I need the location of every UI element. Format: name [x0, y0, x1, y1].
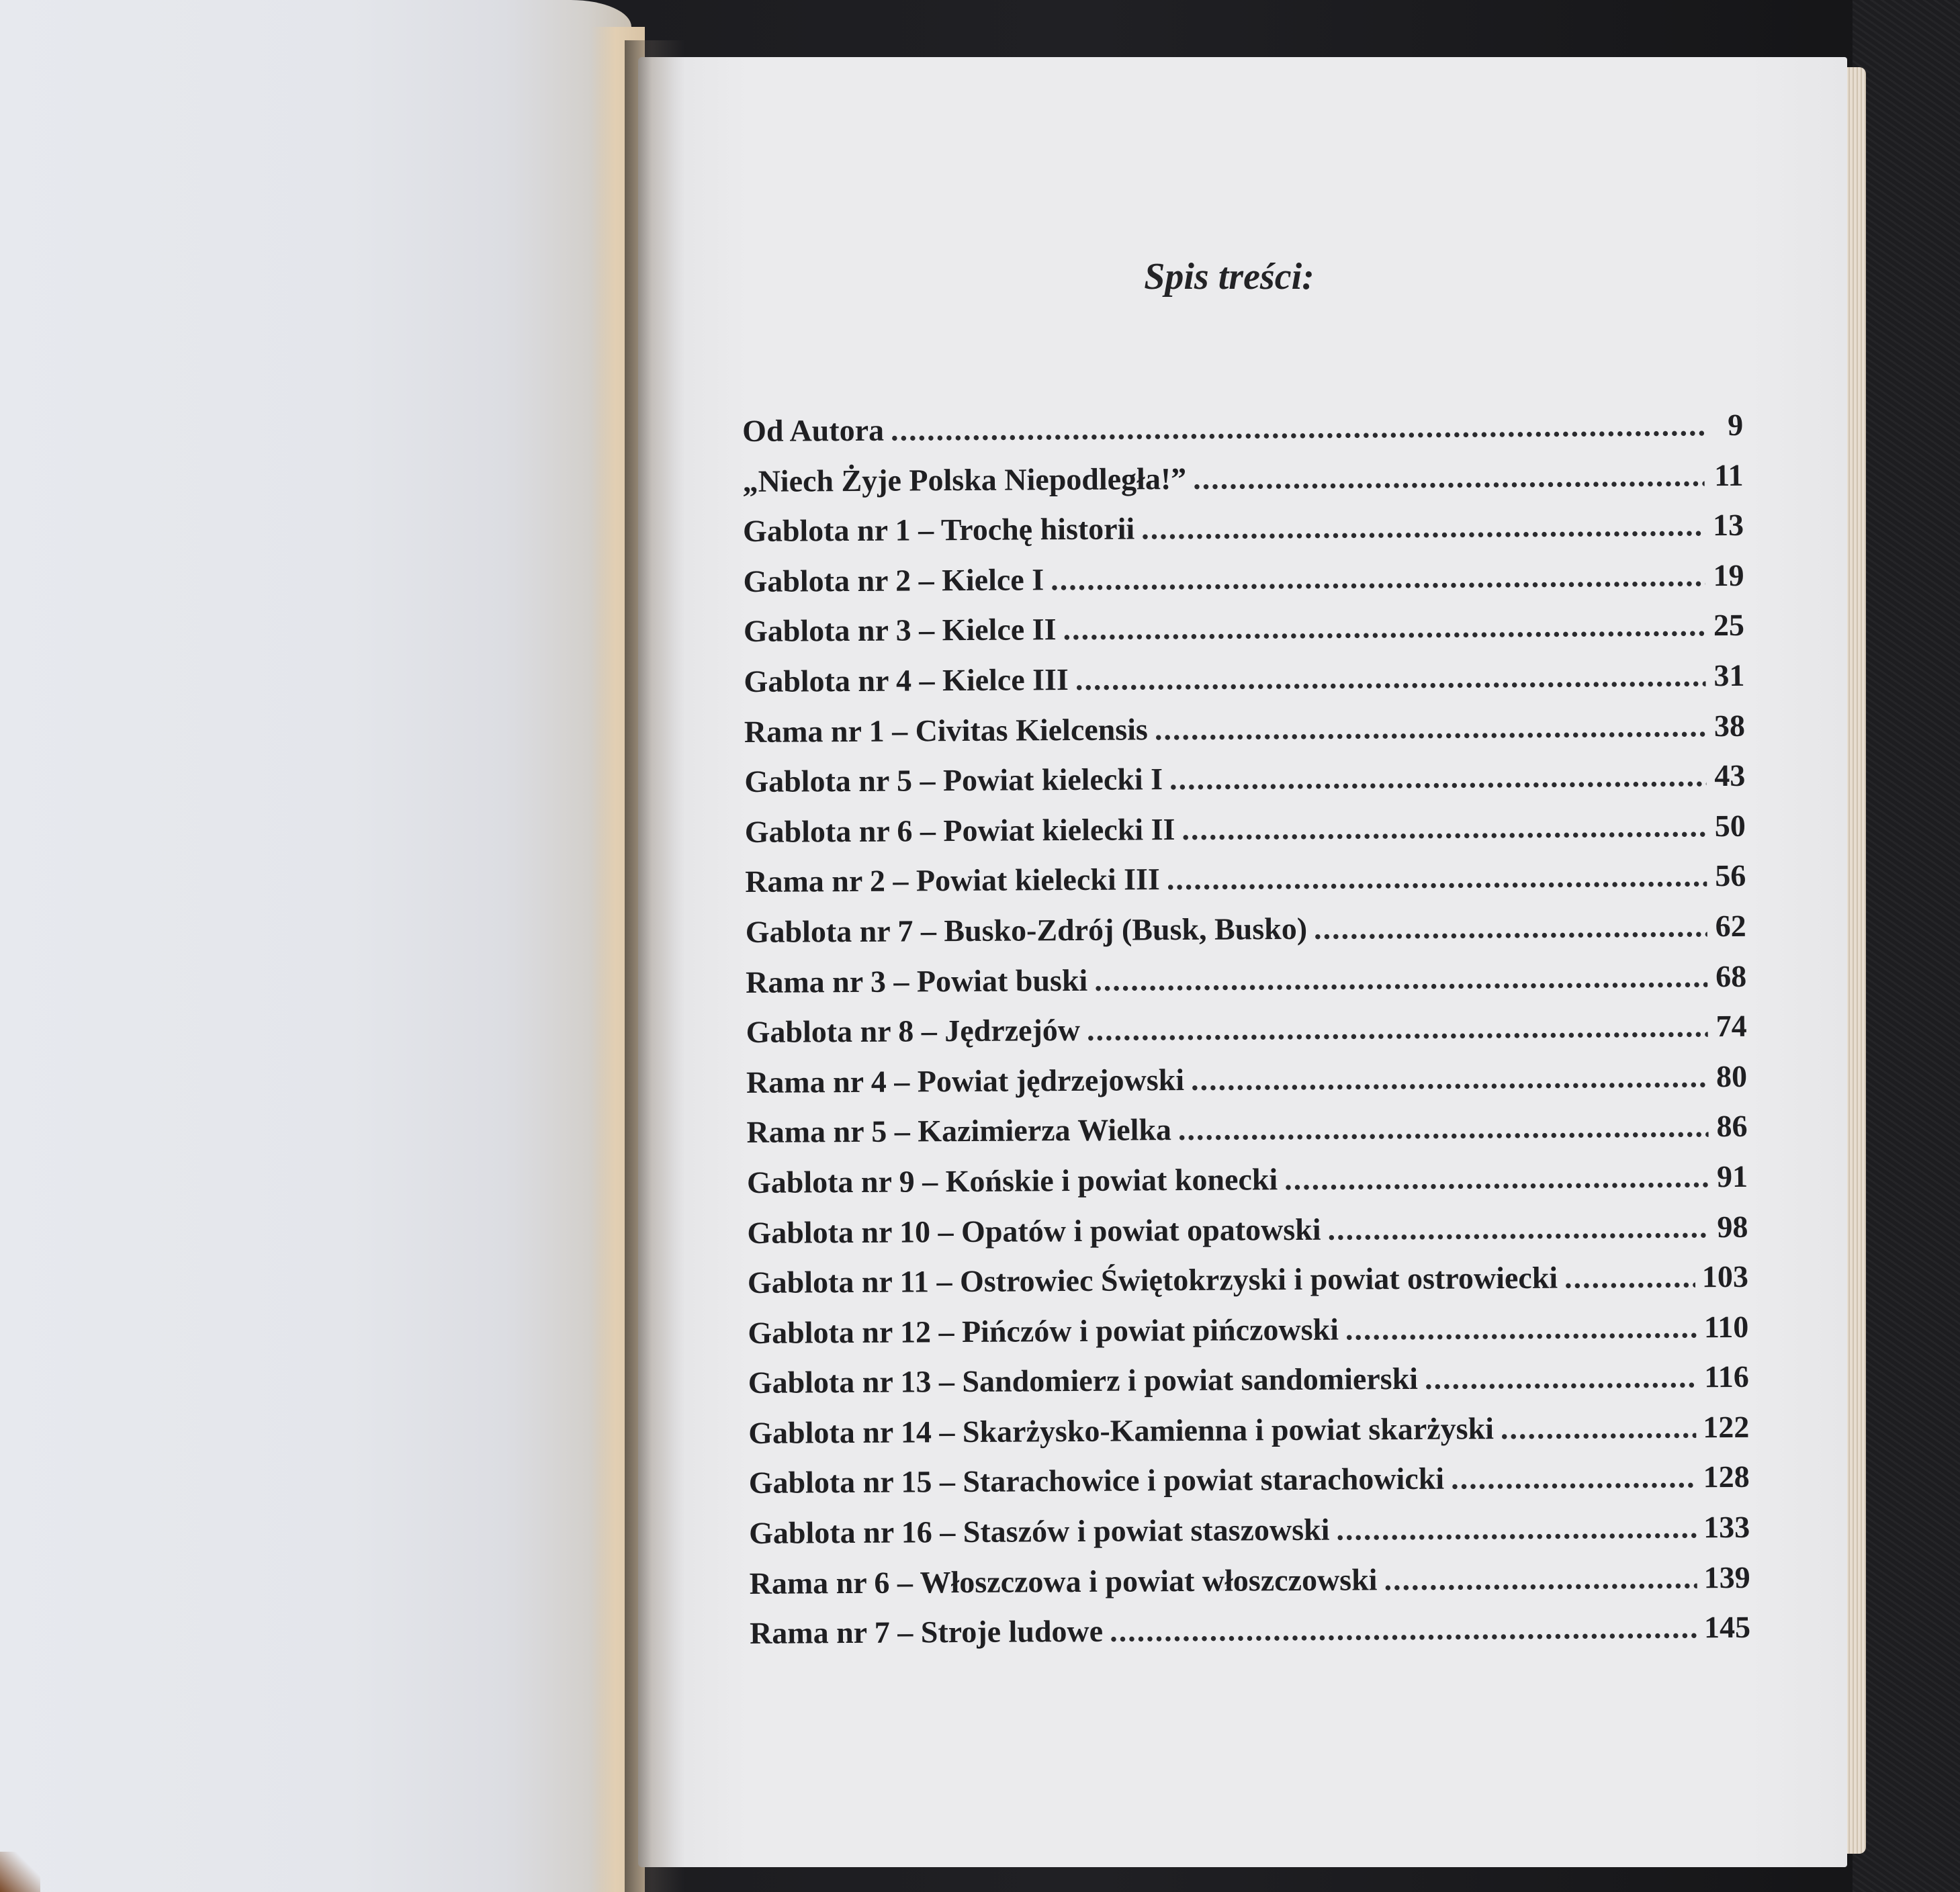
toc-entry	[743, 507, 1744, 564]
dot-leader	[1193, 457, 1705, 496]
toc-entry-label: Gablota nr 16 – Staszów i powiat staszowski	[749, 1512, 1330, 1551]
toc-entry	[748, 1259, 1748, 1315]
toc-entry	[749, 1459, 1750, 1515]
toc-entry-page-number: 86	[1716, 1109, 1748, 1144]
toc-entry	[746, 958, 1746, 1014]
toc-entry-label: Gablota nr 9 – Końskie i powiat konecki	[746, 1162, 1278, 1200]
toc-entry	[746, 908, 1746, 964]
toc-entry-label: Rama nr 4 – Powiat jędrzejowski	[746, 1062, 1185, 1099]
toc-entry-label: Gablota nr 8 – Jędrzejów	[746, 1013, 1081, 1050]
dot-leader	[1384, 1560, 1697, 1597]
toc-entry-label: Gablota nr 14 – Skarżysko-Kamienna i powiat skarżyski	[748, 1411, 1495, 1450]
dot-leader	[1501, 1409, 1697, 1446]
toc-entry-page-number: 50	[1714, 808, 1746, 843]
dot-leader	[1314, 908, 1707, 946]
dot-leader	[1094, 958, 1707, 998]
dot-leader	[1110, 1610, 1697, 1649]
toc-list	[742, 407, 1750, 1666]
toc-entry	[748, 1409, 1749, 1466]
toc-entry-page-number: 13	[1712, 508, 1744, 543]
toc-entry	[744, 658, 1744, 714]
toc-entry-label: Gablota nr 7 – Busko-Zdrój (Busk, Busko)	[745, 911, 1308, 949]
dot-leader	[1327, 1209, 1709, 1247]
toc-entry	[742, 407, 1743, 463]
toc-entry-page-number: 43	[1714, 758, 1746, 793]
dot-leader	[1087, 1008, 1708, 1048]
toc-entry	[747, 1159, 1748, 1215]
toc-entry-page-number: 103	[1701, 1259, 1749, 1294]
gutter-shadow	[625, 40, 685, 1892]
toc-title: Spis treści:	[1144, 256, 1315, 298]
toc-entry-label: Rama nr 3 – Powiat buski	[746, 962, 1088, 999]
toc-entry-label: „Niech Żyje Polska Niepodległa!”	[742, 461, 1187, 498]
toc-entry	[746, 1108, 1747, 1165]
toc-entry-page-number: 38	[1713, 708, 1746, 743]
toc-entry-page-number: 110	[1703, 1309, 1749, 1344]
dot-leader	[1178, 1109, 1709, 1148]
dot-leader	[1155, 708, 1706, 747]
toc-entry-label: Rama nr 5 – Kazimierza Wielka	[746, 1112, 1172, 1150]
toc-entry-page-number: 19	[1713, 557, 1744, 592]
toc-entry-label: Od Autora	[742, 412, 885, 448]
toc-entry-label: Gablota nr 4 – Kielce III	[744, 662, 1069, 699]
toc-entry-label: Rama nr 6 – Włoszczowa i powiat włoszczowski	[749, 1562, 1378, 1601]
toc-entry	[749, 1509, 1750, 1566]
toc-entry-page-number: 9	[1727, 407, 1744, 443]
toc-entry-label: Gablota nr 5 – Powiat kielecki I	[744, 762, 1163, 799]
toc-entry	[746, 1008, 1746, 1065]
toc-entry-label: Rama nr 1 – Civitas Kielcensis	[744, 711, 1149, 749]
toc-entry-label: Gablota nr 15 – Starachowice i powiat starachowicki	[748, 1461, 1445, 1500]
dot-leader	[1191, 1058, 1708, 1097]
dot-leader	[1051, 557, 1705, 597]
toc-entry-page-number: 56	[1715, 858, 1746, 893]
toc-entry	[747, 1208, 1748, 1265]
toc-entry-page-number: 80	[1716, 1058, 1748, 1093]
toc-entry-page-number: 128	[1703, 1459, 1750, 1494]
toc-entry-page-number: 91	[1716, 1159, 1748, 1194]
toc-entry-page-number: 31	[1713, 658, 1745, 693]
toc-entry-label: Gablota nr 1 – Trochę historii	[742, 511, 1135, 549]
toc-entry	[745, 808, 1746, 864]
dot-leader	[1167, 858, 1707, 897]
dot-leader	[1284, 1159, 1709, 1197]
left-page	[0, 0, 631, 1892]
toc-entry	[744, 758, 1745, 814]
toc-entry-page-number: 145	[1703, 1610, 1751, 1645]
toc-entry	[750, 1609, 1750, 1666]
toc-entry	[746, 1058, 1747, 1115]
toc-entry	[748, 1359, 1749, 1415]
dot-leader	[891, 407, 1704, 447]
toc-entry-page-number: 11	[1713, 457, 1744, 492]
toc-entry-label: Gablota nr 13 – Sandomierz i powiat sandomierski	[748, 1361, 1419, 1400]
dot-leader	[1336, 1509, 1697, 1547]
toc-entry-page-number: 68	[1715, 958, 1747, 993]
toc-entry	[745, 858, 1746, 914]
toc-entry-label: Gablota nr 2 – Kielce I	[743, 562, 1044, 598]
dot-leader	[1182, 808, 1707, 847]
toc-entry-label: Rama nr 2 – Powiat kielecki III	[745, 862, 1161, 899]
toc-entry-label: Gablota nr 12 – Pińczów i powiat pińczowski	[748, 1312, 1339, 1350]
toc-entry-label: Gablota nr 10 – Opatów i powiat opatowski	[747, 1212, 1321, 1250]
toc-entry-page-number: 62	[1715, 908, 1746, 944]
toc-entry-page-number: 25	[1713, 608, 1745, 643]
dot-leader	[1141, 507, 1705, 546]
toc-entry-page-number: 139	[1703, 1560, 1750, 1594]
toc-entry-page-number: 74	[1716, 1009, 1747, 1044]
toc-entry-page-number: 116	[1704, 1359, 1749, 1394]
dot-leader	[1169, 758, 1707, 797]
toc-entry	[743, 557, 1744, 614]
toc-entry	[748, 1309, 1748, 1365]
dot-leader	[1564, 1259, 1695, 1295]
toc-entry	[744, 607, 1744, 664]
toc-entry	[749, 1560, 1750, 1616]
toc-entry	[742, 457, 1743, 513]
dot-leader	[1075, 658, 1706, 697]
toc-entry-label: Gablota nr 11 – Ostrowiec Świętokrzyski i powiat ostrowiecki	[747, 1260, 1558, 1300]
dot-leader	[1063, 608, 1705, 647]
toc-entry-label: Gablota nr 3 – Kielce II	[743, 612, 1057, 649]
dot-leader	[1345, 1309, 1697, 1347]
toc-entry-page-number: 133	[1703, 1509, 1750, 1545]
toc-entry-page-number: 98	[1717, 1209, 1748, 1244]
background-cloth	[1853, 0, 1960, 1892]
toc-entry-label: Gablota nr 6 – Powiat kielecki II	[744, 811, 1175, 849]
toc-entry-label: Rama nr 7 – Stroje ludowe	[749, 1614, 1104, 1651]
table-corner	[0, 1852, 40, 1892]
dot-leader	[1425, 1359, 1698, 1396]
dot-leader	[1451, 1459, 1697, 1496]
toc-entry	[744, 707, 1745, 764]
toc-entry-page-number: 122	[1703, 1409, 1750, 1445]
